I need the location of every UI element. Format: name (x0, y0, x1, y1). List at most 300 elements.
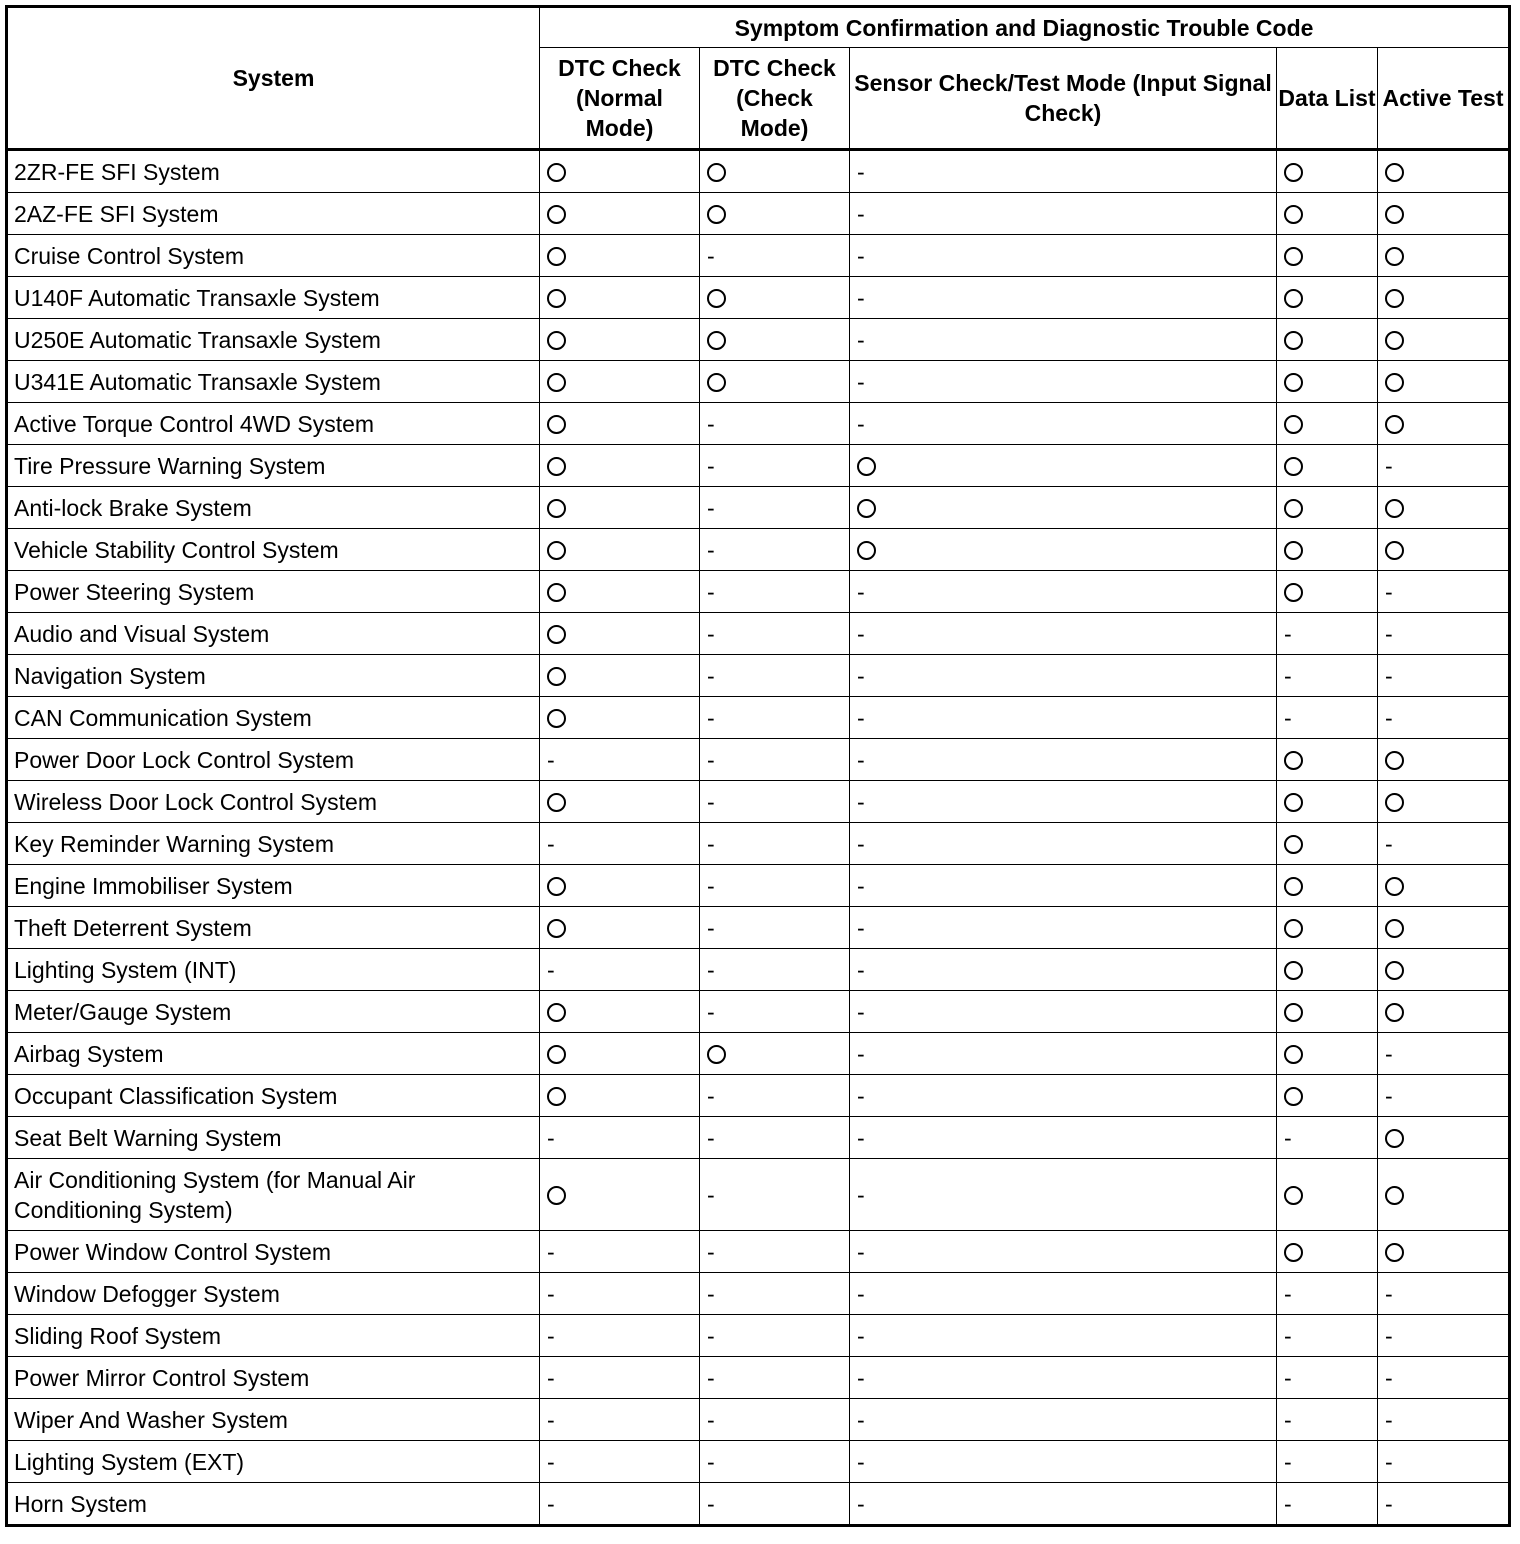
circle-icon (707, 1045, 726, 1064)
table-row (7, 445, 1510, 487)
table-row (7, 1033, 1510, 1075)
dash-mark: - (1385, 1322, 1393, 1349)
dash-mark: - (547, 746, 555, 773)
table-cell (1277, 865, 1378, 907)
dash-mark: - (547, 956, 555, 983)
circle-icon (1385, 793, 1404, 812)
table-cell (850, 1075, 1277, 1117)
circle-icon (1385, 163, 1404, 182)
table-row (7, 487, 1510, 529)
header-sensor-check: Sensor Check/Test Mode (Input Signal Check) (850, 48, 1277, 150)
table-row (7, 1075, 1510, 1117)
dash-mark: - (1385, 704, 1393, 731)
dash-mark: - (1385, 1280, 1393, 1307)
table-cell (700, 1315, 850, 1357)
system-name: Air Conditioning System (for Manual Air Conditioning System) (7, 1159, 540, 1231)
circle-icon (857, 457, 876, 476)
table-cell (1277, 361, 1378, 403)
dash-mark: - (707, 914, 715, 941)
dash-mark: - (857, 242, 865, 269)
dash-mark: - (707, 872, 715, 899)
table-row (7, 1231, 1510, 1273)
dash-mark: - (1284, 1490, 1292, 1517)
circle-icon (707, 205, 726, 224)
table-cell (1378, 150, 1510, 193)
system-name: Power Steering System (7, 571, 540, 613)
table-cell (700, 361, 850, 403)
table-cell (850, 907, 1277, 949)
table-cell (1378, 529, 1510, 571)
table-cell (540, 697, 700, 739)
table-cell (1378, 907, 1510, 949)
dash-mark: - (857, 1406, 865, 1433)
table-cell (1277, 1441, 1378, 1483)
table-cell (1277, 907, 1378, 949)
dash-mark: - (1385, 452, 1393, 479)
table-cell (1378, 613, 1510, 655)
table-cell (1277, 571, 1378, 613)
table-cell (540, 445, 700, 487)
table-row (7, 991, 1510, 1033)
table-cell (1277, 697, 1378, 739)
table-cell (1277, 150, 1378, 193)
table-cell (1277, 991, 1378, 1033)
table-cell (540, 655, 700, 697)
circle-icon (707, 373, 726, 392)
dash-mark: - (707, 956, 715, 983)
table-cell (850, 865, 1277, 907)
system-name: Sliding Roof System (7, 1315, 540, 1357)
dash-mark: - (857, 956, 865, 983)
table-cell (850, 150, 1277, 193)
circle-icon (1284, 1186, 1303, 1205)
table-cell (700, 193, 850, 235)
table-cell (540, 991, 700, 1033)
dash-mark: - (857, 746, 865, 773)
circle-icon (1385, 1003, 1404, 1022)
table-cell (850, 1315, 1277, 1357)
table-row (7, 277, 1510, 319)
table-cell (540, 487, 700, 529)
table-row (7, 571, 1510, 613)
circle-icon (547, 289, 566, 308)
dash-mark: - (857, 914, 865, 941)
dash-mark: - (1284, 1448, 1292, 1475)
circle-icon (1284, 1087, 1303, 1106)
table-cell (850, 319, 1277, 361)
table-cell (540, 823, 700, 865)
dash-mark: - (707, 1181, 715, 1208)
circle-icon (547, 1087, 566, 1106)
table-cell (850, 739, 1277, 781)
dash-mark: - (547, 1322, 555, 1349)
table-cell (1277, 193, 1378, 235)
dash-mark: - (1385, 1082, 1393, 1109)
table-row (7, 907, 1510, 949)
table-cell (540, 193, 700, 235)
dash-mark: - (857, 704, 865, 731)
dash-mark: - (707, 1364, 715, 1391)
table-cell (700, 403, 850, 445)
table-cell (850, 1441, 1277, 1483)
table-row (7, 1483, 1510, 1526)
dash-mark: - (547, 1280, 555, 1307)
table-cell (1277, 235, 1378, 277)
system-name: Power Door Lock Control System (7, 739, 540, 781)
table-cell (850, 1357, 1277, 1399)
table-cell (540, 319, 700, 361)
dash-mark: - (1385, 830, 1393, 857)
dash-mark: - (1284, 1124, 1292, 1151)
table-cell (700, 655, 850, 697)
dash-mark: - (857, 1040, 865, 1067)
table-cell (1378, 235, 1510, 277)
table-cell (1277, 655, 1378, 697)
circle-icon (547, 919, 566, 938)
table-cell (700, 907, 850, 949)
circle-icon (547, 667, 566, 686)
system-name: Window Defogger System (7, 1273, 540, 1315)
table-cell (540, 361, 700, 403)
circle-icon (857, 499, 876, 518)
circle-icon (1385, 205, 1404, 224)
circle-icon (1284, 583, 1303, 602)
circle-icon (1284, 1045, 1303, 1064)
system-name: Anti-lock Brake System (7, 487, 540, 529)
circle-icon (1284, 205, 1303, 224)
table-cell (1277, 403, 1378, 445)
dash-mark: - (707, 1124, 715, 1151)
table-cell (700, 235, 850, 277)
table-cell (1378, 571, 1510, 613)
dash-mark: - (857, 1280, 865, 1307)
dash-mark: - (857, 284, 865, 311)
system-name: Power Mirror Control System (7, 1357, 540, 1399)
dash-mark: - (1284, 620, 1292, 647)
circle-icon (1385, 247, 1404, 266)
dash-mark: - (707, 746, 715, 773)
circle-icon (1284, 457, 1303, 476)
dash-mark: - (707, 704, 715, 731)
system-name: Cruise Control System (7, 235, 540, 277)
table-cell (540, 571, 700, 613)
table-cell (850, 1483, 1277, 1526)
table-cell (700, 1117, 850, 1159)
table-row (7, 655, 1510, 697)
table-row (7, 1315, 1510, 1357)
table-cell (850, 655, 1277, 697)
table-cell (1378, 823, 1510, 865)
table-cell (700, 1399, 850, 1441)
system-name: 2AZ-FE SFI System (7, 193, 540, 235)
system-name: Horn System (7, 1483, 540, 1526)
circle-icon (1385, 373, 1404, 392)
dash-mark: - (857, 998, 865, 1025)
table-cell (540, 529, 700, 571)
table-row (7, 403, 1510, 445)
table-cell (700, 487, 850, 529)
table-cell (1277, 1159, 1378, 1231)
circle-icon (1284, 247, 1303, 266)
table-cell (540, 277, 700, 319)
circle-icon (547, 247, 566, 266)
table-cell (1378, 949, 1510, 991)
table-cell (540, 1075, 700, 1117)
table-cell (850, 403, 1277, 445)
dash-mark: - (857, 578, 865, 605)
dash-mark: - (1284, 1280, 1292, 1307)
circle-icon (1385, 961, 1404, 980)
table-cell (850, 697, 1277, 739)
table-cell (850, 1231, 1277, 1273)
table-cell (1378, 1273, 1510, 1315)
system-name: Key Reminder Warning System (7, 823, 540, 865)
circle-icon (1284, 835, 1303, 854)
table-cell (1378, 361, 1510, 403)
diagnostic-function-table (5, 5, 1511, 1527)
dash-mark: - (547, 1448, 555, 1475)
circle-icon (547, 1186, 566, 1205)
header-data-list: Data List (1277, 48, 1378, 150)
table-row (7, 823, 1510, 865)
circle-icon (1385, 877, 1404, 896)
table-cell (1378, 1231, 1510, 1273)
table-cell (540, 235, 700, 277)
table-row (7, 1117, 1510, 1159)
table-cell (700, 823, 850, 865)
dash-mark: - (1284, 1406, 1292, 1433)
table-cell (850, 361, 1277, 403)
dash-mark: - (547, 1490, 555, 1517)
table-cell (1277, 1357, 1378, 1399)
dash-mark: - (547, 1364, 555, 1391)
dash-mark: - (857, 1490, 865, 1517)
table-cell (1277, 1117, 1378, 1159)
table-cell (1378, 1483, 1510, 1526)
table-cell (1277, 1231, 1378, 1273)
table-cell (1277, 1075, 1378, 1117)
table-cell (1378, 277, 1510, 319)
table-cell (1277, 487, 1378, 529)
dash-mark: - (707, 1490, 715, 1517)
table-cell (700, 445, 850, 487)
table-cell (850, 529, 1277, 571)
table-cell (540, 865, 700, 907)
circle-icon (707, 331, 726, 350)
table-cell (1378, 1075, 1510, 1117)
circle-icon (1284, 163, 1303, 182)
dash-mark: - (857, 200, 865, 227)
table-cell (1378, 865, 1510, 907)
dash-mark: - (1385, 1040, 1393, 1067)
system-name: Power Window Control System (7, 1231, 540, 1273)
table-cell (1378, 403, 1510, 445)
dash-mark: - (857, 1448, 865, 1475)
table-cell (540, 781, 700, 823)
circle-icon (547, 499, 566, 518)
table-row (7, 865, 1510, 907)
dash-mark: - (707, 620, 715, 647)
system-name: Lighting System (INT) (7, 949, 540, 991)
system-name: Meter/Gauge System (7, 991, 540, 1033)
table-cell (1378, 487, 1510, 529)
table-cell (700, 781, 850, 823)
system-name: U250E Automatic Transaxle System (7, 319, 540, 361)
table-cell (700, 571, 850, 613)
table-cell (700, 1033, 850, 1075)
table-row (7, 949, 1510, 991)
dash-mark: - (857, 620, 865, 647)
circle-icon (1284, 499, 1303, 518)
table-cell (1277, 1273, 1378, 1315)
circle-icon (1284, 1243, 1303, 1262)
table-cell (1277, 739, 1378, 781)
dash-mark: - (857, 368, 865, 395)
table-cell (850, 277, 1277, 319)
system-name: Wiper And Washer System (7, 1399, 540, 1441)
circle-icon (547, 877, 566, 896)
table-cell (850, 613, 1277, 655)
dash-mark: - (857, 830, 865, 857)
table-cell (850, 1033, 1277, 1075)
table-cell (850, 1117, 1277, 1159)
table-cell (1277, 445, 1378, 487)
table-cell (1378, 1399, 1510, 1441)
table-cell (850, 991, 1277, 1033)
table-cell (700, 1159, 850, 1231)
circle-icon (1385, 1186, 1404, 1205)
dash-mark: - (707, 536, 715, 563)
table-cell (1277, 1315, 1378, 1357)
table-cell (540, 1273, 700, 1315)
table-cell (850, 823, 1277, 865)
table-header (7, 7, 1510, 150)
table-cell (1277, 319, 1378, 361)
dash-mark: - (857, 410, 865, 437)
dash-mark: - (857, 1322, 865, 1349)
dash-mark: - (857, 326, 865, 353)
circle-icon (1284, 541, 1303, 560)
dash-mark: - (707, 1238, 715, 1265)
table-cell (700, 150, 850, 193)
table-cell (540, 150, 700, 193)
table-cell (1378, 781, 1510, 823)
table-cell (700, 697, 850, 739)
table-cell (540, 403, 700, 445)
table-row (7, 529, 1510, 571)
table-cell (1378, 319, 1510, 361)
table-row (7, 697, 1510, 739)
dash-mark: - (857, 1238, 865, 1265)
circle-icon (1385, 331, 1404, 350)
table-cell (850, 193, 1277, 235)
table-cell (1277, 1399, 1378, 1441)
circle-icon (857, 541, 876, 560)
table-cell (850, 235, 1277, 277)
table-row (7, 1273, 1510, 1315)
dash-mark: - (547, 1238, 555, 1265)
dash-mark: - (707, 1082, 715, 1109)
table-cell (540, 1159, 700, 1231)
circle-icon (1284, 751, 1303, 770)
table-cell (540, 613, 700, 655)
table-cell (850, 571, 1277, 613)
table-cell (1277, 949, 1378, 991)
circle-icon (547, 709, 566, 728)
dash-mark: - (707, 494, 715, 521)
system-name: Wireless Door Lock Control System (7, 781, 540, 823)
table-cell (1277, 613, 1378, 655)
system-name: U140F Automatic Transaxle System (7, 277, 540, 319)
circle-icon (547, 625, 566, 644)
table-cell (1378, 1117, 1510, 1159)
dash-mark: - (1385, 662, 1393, 689)
circle-icon (1284, 415, 1303, 434)
header-dtc-check: DTC Check (Check Mode) (700, 48, 850, 150)
table-cell (540, 739, 700, 781)
dash-mark: - (857, 1124, 865, 1151)
table-row (7, 235, 1510, 277)
dash-mark: - (707, 788, 715, 815)
table-cell (540, 1231, 700, 1273)
circle-icon (547, 373, 566, 392)
table-cell (1378, 445, 1510, 487)
circle-icon (1284, 793, 1303, 812)
table-cell (700, 1231, 850, 1273)
circle-icon (707, 163, 726, 182)
circle-icon (1385, 541, 1404, 560)
table-cell (1378, 697, 1510, 739)
circle-icon (1385, 1129, 1404, 1148)
circle-icon (547, 331, 566, 350)
system-name: Tire Pressure Warning System (7, 445, 540, 487)
table-cell (850, 1399, 1277, 1441)
table-cell (1378, 655, 1510, 697)
table-cell (700, 1441, 850, 1483)
table-cell (540, 1483, 700, 1526)
circle-icon (547, 1045, 566, 1064)
table-cell (850, 487, 1277, 529)
table-row (7, 319, 1510, 361)
circle-icon (1385, 289, 1404, 308)
system-name: Vehicle Stability Control System (7, 529, 540, 571)
circle-icon (547, 205, 566, 224)
circle-icon (1385, 919, 1404, 938)
system-name: 2ZR-FE SFI System (7, 150, 540, 193)
table-cell (1277, 781, 1378, 823)
circle-icon (547, 583, 566, 602)
table-cell (700, 1357, 850, 1399)
dash-mark: - (1284, 704, 1292, 731)
circle-icon (1385, 415, 1404, 434)
table-cell (700, 613, 850, 655)
table-cell (1378, 739, 1510, 781)
circle-icon (547, 163, 566, 182)
system-name: Active Torque Control 4WD System (7, 403, 540, 445)
table-cell (700, 319, 850, 361)
table-cell (850, 1273, 1277, 1315)
table-cell (1378, 991, 1510, 1033)
dash-mark: - (707, 1280, 715, 1307)
dash-mark: - (857, 788, 865, 815)
dash-mark: - (707, 1406, 715, 1433)
dash-mark: - (707, 1448, 715, 1475)
table-cell (540, 1357, 700, 1399)
table-cell (1378, 1159, 1510, 1231)
table-row (7, 781, 1510, 823)
table-cell (540, 1117, 700, 1159)
table-cell (1277, 823, 1378, 865)
